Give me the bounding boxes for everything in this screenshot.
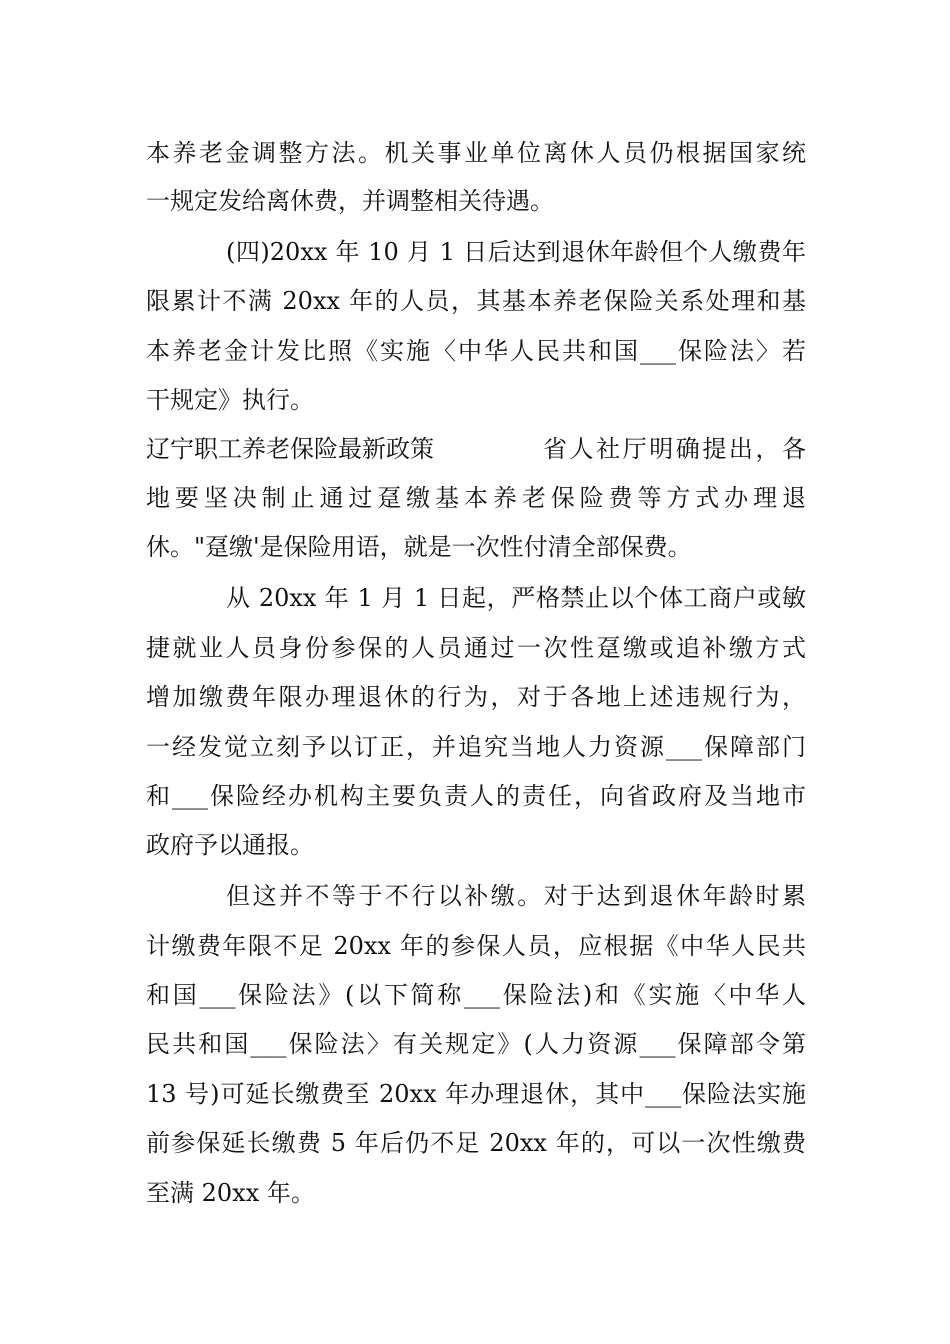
text-line: 从 20xx 年 1 月 1 日起，严格禁止以个体工商户或敏: [226, 584, 806, 612]
text-line: 本养老金调整方法。机关事业单位离休人员仍根据国家统: [146, 139, 806, 167]
text-line: (四)20xx 年 10 月 1 日后达到退休年龄但个人缴费年: [226, 238, 806, 266]
text-line: 计缴费年限不足 20xx 年的参保人员，应根据《中华人民共: [146, 932, 806, 960]
text-line: 地要坚决制止通过趸缴基本养老保险费等方式办理退: [146, 484, 806, 512]
text-line: 捷就业人员身份参保的人员通过一次性趸缴或追补缴方式: [146, 634, 806, 662]
text-line: 限累计不满 20xx 年的人员，其基本养老保险关系处理和基: [146, 287, 806, 315]
text-line: 和___保险经办机构主要负责人的责任，向省政府及当地市: [146, 782, 806, 810]
text-line: 省人社厅明确提出，各: [543, 435, 806, 463]
text-line: 一规定发给离休费，并调整相关待遇。: [146, 187, 554, 215]
text-line: 和国___保险法》(以下简称___保险法)和《实施〈中华人: [146, 981, 806, 1009]
text-line: 但这并不等于不行以补缴。对于达到退休年龄时累: [226, 882, 806, 910]
text-line: 一经发觉立刻予以订正，并追究当地人力资源___保障部门: [146, 733, 806, 761]
text-line: 休。"趸缴'是保险用语，就是一次性付清全部保费。: [146, 533, 692, 561]
text-line: 本养老金计发比照《实施〈中华人民共和国___保险法〉若: [146, 337, 806, 365]
text-line: 前参保延长缴费 5 年后仍不足 20xx 年的，可以一次性缴费: [146, 1129, 806, 1157]
text-line: 政府予以通报。: [146, 831, 314, 859]
text-line: 民共和国___保险法〉有关规定》(人力资源___保障部令第: [146, 1030, 806, 1058]
text-line: 至满 20xx 年。: [146, 1179, 315, 1207]
text-line: 13 号)可延长缴费至 20xx 年办理退休，其中___保险法实施: [146, 1080, 806, 1108]
text-line: 干规定》执行。: [146, 386, 314, 414]
section-heading: 辽宁职工养老保险最新政策: [146, 435, 434, 463]
text-line: 增加缴费年限办理退休的行为，对于各地上述违规行为，: [146, 683, 806, 711]
